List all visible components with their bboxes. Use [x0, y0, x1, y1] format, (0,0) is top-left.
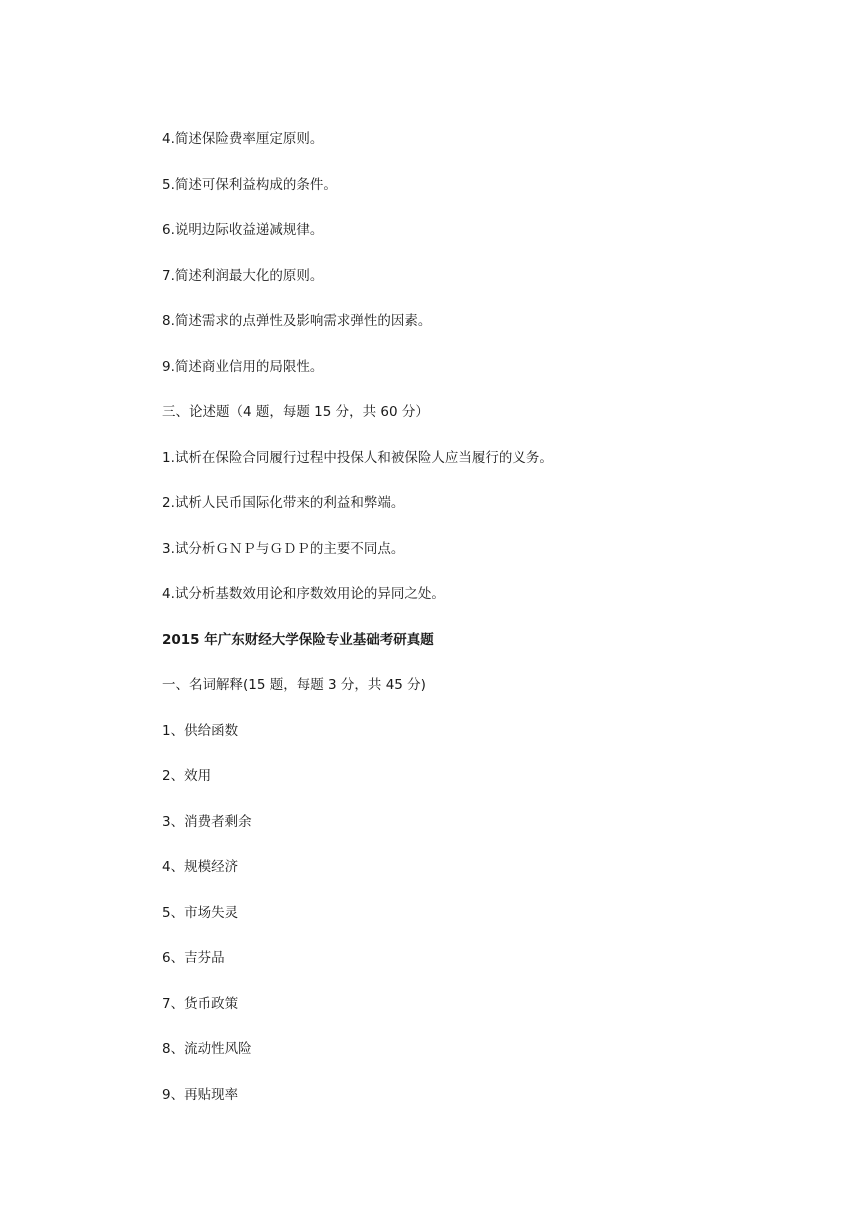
term-5: 5、市场失灵 — [162, 905, 239, 921]
term-6: 6、吉芬品 — [162, 950, 225, 966]
question-8-point-elasticity: 8.简述需求的点弹性及影响需求弹性的因素。 — [162, 313, 432, 329]
essay-question-4: 4.试分析基数效用论和序数效用论的异同之处。 — [162, 586, 445, 602]
term-8: 8、流动性风险 — [162, 1041, 252, 1057]
question-9-commercial-credit: 9.简述商业信用的局限性。 — [162, 359, 324, 375]
question-7-profit-max: 7.简述利润最大化的原则。 — [162, 268, 324, 284]
question-4-fee-rate: 4.简述保险费率厘定原则。 — [162, 131, 324, 147]
section-essay-heading: 三、论述题（4 题，每题 15 分，共 60 分） — [162, 404, 429, 420]
term-9: 9、再贴现率 — [162, 1087, 239, 1103]
term-7: 7、货币政策 — [162, 996, 239, 1012]
term-4: 4、规模经济 — [162, 859, 239, 875]
exam-title-2015: 2015 年广东财经大学保险专业基础考研真题 — [162, 632, 434, 648]
term-2: 2、效用 — [162, 768, 212, 784]
essay-question-1: 1.试析在保险合同履行过程中投保人和被保险人应当履行的义务。 — [162, 450, 553, 466]
section-terms-heading: 一、名词解释(15 题，每题 3 分，共 45 分) — [162, 677, 426, 693]
question-6-marginal-returns: 6.说明边际收益递减规律。 — [162, 222, 324, 238]
essay-question-2: 2.试析人民币国际化带来的利益和弊端。 — [162, 495, 405, 511]
essay-question-3: 3.试分析ＧＮＰ与ＧＤＰ的主要不同点。 — [162, 541, 405, 557]
term-3: 3、消费者剩余 — [162, 814, 252, 830]
term-1: 1、供给函数 — [162, 723, 239, 739]
question-5-insurable-interest: 5.简述可保利益构成的条件。 — [162, 177, 337, 193]
